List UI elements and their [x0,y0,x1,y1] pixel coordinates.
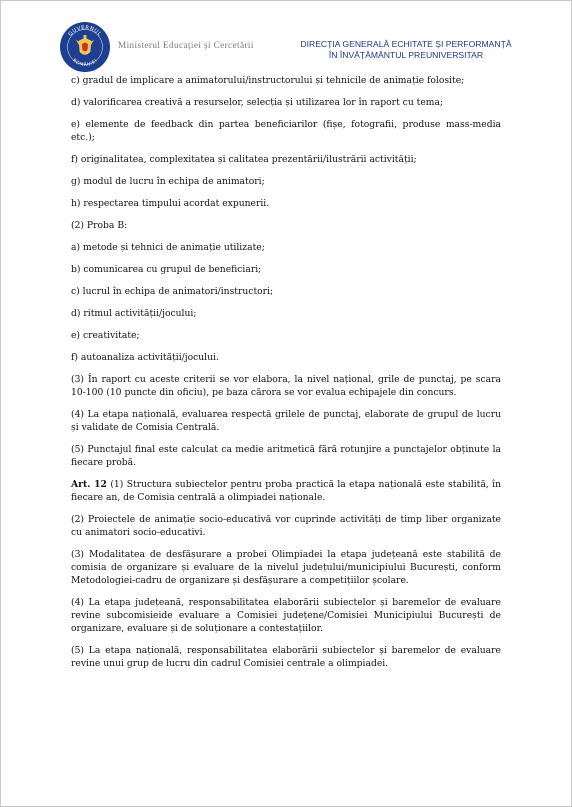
article-12-paragraph-1 [71,478,501,504]
criterion-e: e) elemente de feedback din partea beneficiarilor (fișe, fotografii, produse mass-media etc.); [71,119,501,143]
proba-b-heading: (2) Proba B: [71,220,128,231]
paragraph-5: (5) Punctajul final este calculat ca medie aritmetică fără rotunjire a punctajelor obținute la fiecare probă. [71,444,501,468]
proba-b-d: d) ritmul activității/jocului; [71,308,197,319]
proba-b-b: b) comunicarea cu grupul de beneficiari; [71,264,262,275]
criterion-h: h) respectarea timpului acordat expunerii. [71,198,270,209]
criterion-c: c) gradul de implicare a animatorului/instructorului și tehnicile de animație folosite; [71,75,465,86]
article-12-paragraph-4: (4) La etapa județeană, responsabilitatea elaborării subiectelor și baremelor de evaluare revine subcomisieide evaluare a Comisiei județene/Comisiei Municipiului București de organizare, evaluare și de soluționare a contestațiilor. [71,597,501,634]
article-label: Art. 12 [71,479,107,490]
criterion-f: f) originalitatea, complexitatea și calitatea prezentării/ilustrării activității; [71,154,417,165]
article-12-paragraph-3: (3) Modalitatea de desfășurare a probei Olimpiadei la etapa județeană este stabilită de comisia de organizare și evaluare de la nivelul județului/municipiului București, conform Metodologiei-cadru de organizare și desfășurare a competițiilor școlare. [71,549,501,586]
directorate-line-2: ÎN ÎNVĂȚĂMÂNTUL PREUNIVERSITAR [328,50,484,60]
government-logo [59,21,111,73]
article-12-text-1: (1) Structura subiectelor pentru proba practică la etapa națională este stabilită, în fiecare an, de Comisia centrală a olimpiadei naționale. [71,479,501,503]
directorate-name [291,39,521,61]
article-12-paragraph-2: (2) Proiectele de animație socio-educativă vor cuprinde activități de timp liber organizate cu animatori socio-educativi. [71,514,501,538]
document-body [71,74,501,679]
directorate-line-1: DIRECȚIA GENERALĂ ECHITATE ȘI PERFORMANȚĂ [300,39,512,49]
criterion-g: g) modul de lucru în echipa de animatori; [71,176,265,187]
criterion-d: d) valorificarea creativă a resurselor, selecția și utilizarea lor în raport cu tema; [71,97,444,108]
logo-text-top: GUVERNUL [67,24,103,38]
proba-b-e: e) creativitate; [71,330,140,341]
proba-b-c: c) lucrul în echipa de animatori/instructori; [71,286,274,297]
page-header [1,1,571,73]
paragraph-3: (3) În raport cu aceste criterii se vor elabora, la nivel național, grile de punctaj, pe scara 10-100 (10 puncte din oficiu), pe baza cărora se vor evalua echipajele din concurs. [71,374,501,398]
logo-text-bottom: ROMÂNIEI [71,58,99,69]
article-12-paragraph-5: (5) La etapa națională, responsabilitatea elaborării subiectelor și baremelor de evaluare revine unui grup de lucru din cadrul Comisiei centrale a olimpiadei. [71,645,501,669]
proba-b-f: f) autoanaliza activității/jocului. [71,352,219,363]
proba-b-a: a) metode și tehnici de animație utilizate; [71,242,265,253]
ministry-name: Ministerul Educației și Cercetării [118,40,254,50]
paragraph-4: (4) La etapa națională, evaluarea respectă grilele de punctaj, elaborate de grupul de lucru și validate de Comisia Centrală. [71,409,501,433]
